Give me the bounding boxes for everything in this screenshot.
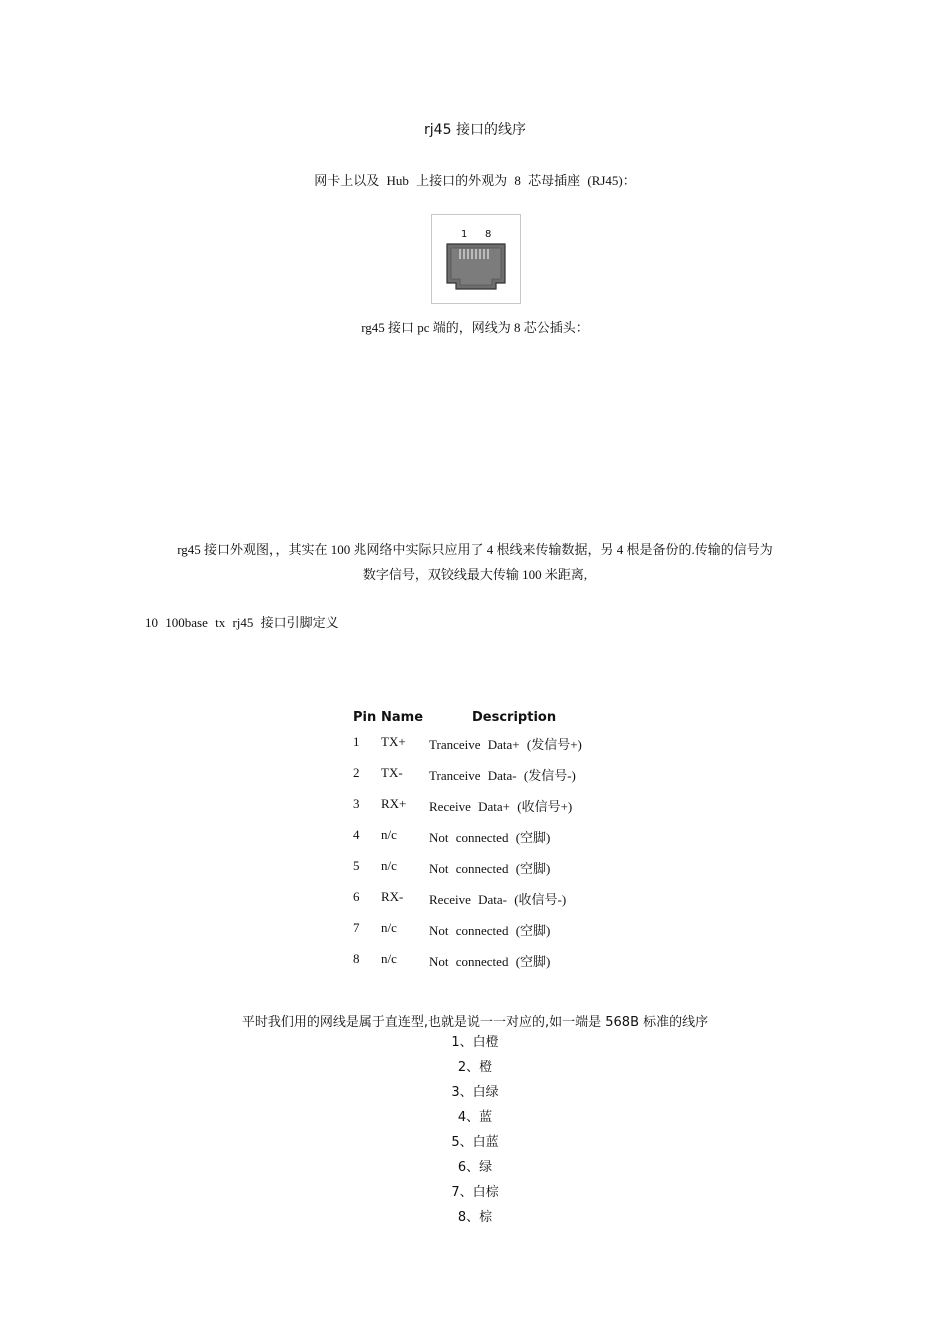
pin-number: 4 <box>353 827 360 842</box>
table-row <box>351 858 671 889</box>
intro-text: 网卡上以及 Hub 上接口的外观为 8 芯母插座 (RJ45)： <box>314 173 636 188</box>
list-item: 1、白橙 <box>451 1035 499 1050</box>
wire-order-list <box>0 1034 950 1234</box>
pin-name: TX- <box>381 765 403 780</box>
pin-table <box>351 710 671 982</box>
pin-name: n/c <box>381 920 397 935</box>
list-item: 3、白绿 <box>451 1085 499 1100</box>
pin-name: TX+ <box>381 734 406 749</box>
jack-pin-last-label: 8 <box>485 229 492 240</box>
pin-name: RX+ <box>381 796 407 811</box>
pin-number: 5 <box>353 858 360 873</box>
pin-name: n/c <box>381 827 397 842</box>
plug-caption: rg45 接口 pc 端的，网线为 8 芯公插头： <box>361 320 589 335</box>
pin-number: 3 <box>353 796 360 811</box>
table-row <box>351 765 671 796</box>
pin-definition-heading: 10 100base tx rj45 接口引脚定义 <box>145 615 339 630</box>
table-row <box>351 827 671 858</box>
pin-name: RX- <box>381 889 404 904</box>
pin-name: n/c <box>381 858 397 873</box>
straight-cable-note: 平时我们用的网线是属于直连型,也就是说一一对应的,如一端是 568B 标准的线序 <box>241 1015 709 1030</box>
rj45-jack-image <box>431 214 521 304</box>
page-title: rj45 接口的线序 <box>424 122 526 138</box>
header-description: Description <box>472 710 557 725</box>
pin-description: Not connected (空脚) <box>429 954 551 969</box>
table-row <box>351 920 671 951</box>
list-item: 7、白棕 <box>451 1185 499 1200</box>
list-item: 4、蓝 <box>457 1110 493 1125</box>
jack-pin-first-label: 1 <box>461 229 468 240</box>
list-item: 8、棕 <box>457 1210 493 1225</box>
header-name: Name <box>381 710 424 725</box>
pin-number: 1 <box>353 734 360 749</box>
pin-description: Receive Data- (收信号-) <box>429 892 567 907</box>
interface-description <box>140 537 810 587</box>
pin-number: 8 <box>353 951 360 966</box>
pin-description: Tranceive Data+ (发信号+) <box>429 737 582 752</box>
pin-name: n/c <box>381 951 397 966</box>
pin-description: Receive Data+ (收信号+) <box>429 799 573 814</box>
rj45-jack-icon <box>432 215 520 303</box>
list-item: 6、绿 <box>457 1160 493 1175</box>
pin-description: Tranceive Data- (发信号-) <box>429 768 576 783</box>
interface-description-line-1: rg45 接口外观图，，其实在 100 兆网络中实际只应用了 4 根线来传输数据，另 4 根是备份的.传输的信号为 <box>177 542 773 557</box>
header-pin: Pin <box>353 710 377 725</box>
pin-number: 7 <box>353 920 360 935</box>
table-row <box>351 951 671 982</box>
list-item: 2、橙 <box>457 1060 493 1075</box>
pin-description: Not connected (空脚) <box>429 923 551 938</box>
interface-description-line-2: 数字信号，双铰线最大传输 100 米距离, <box>362 567 588 582</box>
pin-number: 6 <box>353 889 360 904</box>
table-row <box>351 889 671 920</box>
pin-table-header <box>351 710 671 734</box>
table-row <box>351 734 671 765</box>
list-item: 5、白蓝 <box>451 1135 499 1150</box>
table-row <box>351 796 671 827</box>
pin-description: Not connected (空脚) <box>429 830 551 845</box>
pin-number: 2 <box>353 765 360 780</box>
pin-description: Not connected (空脚) <box>429 861 551 876</box>
